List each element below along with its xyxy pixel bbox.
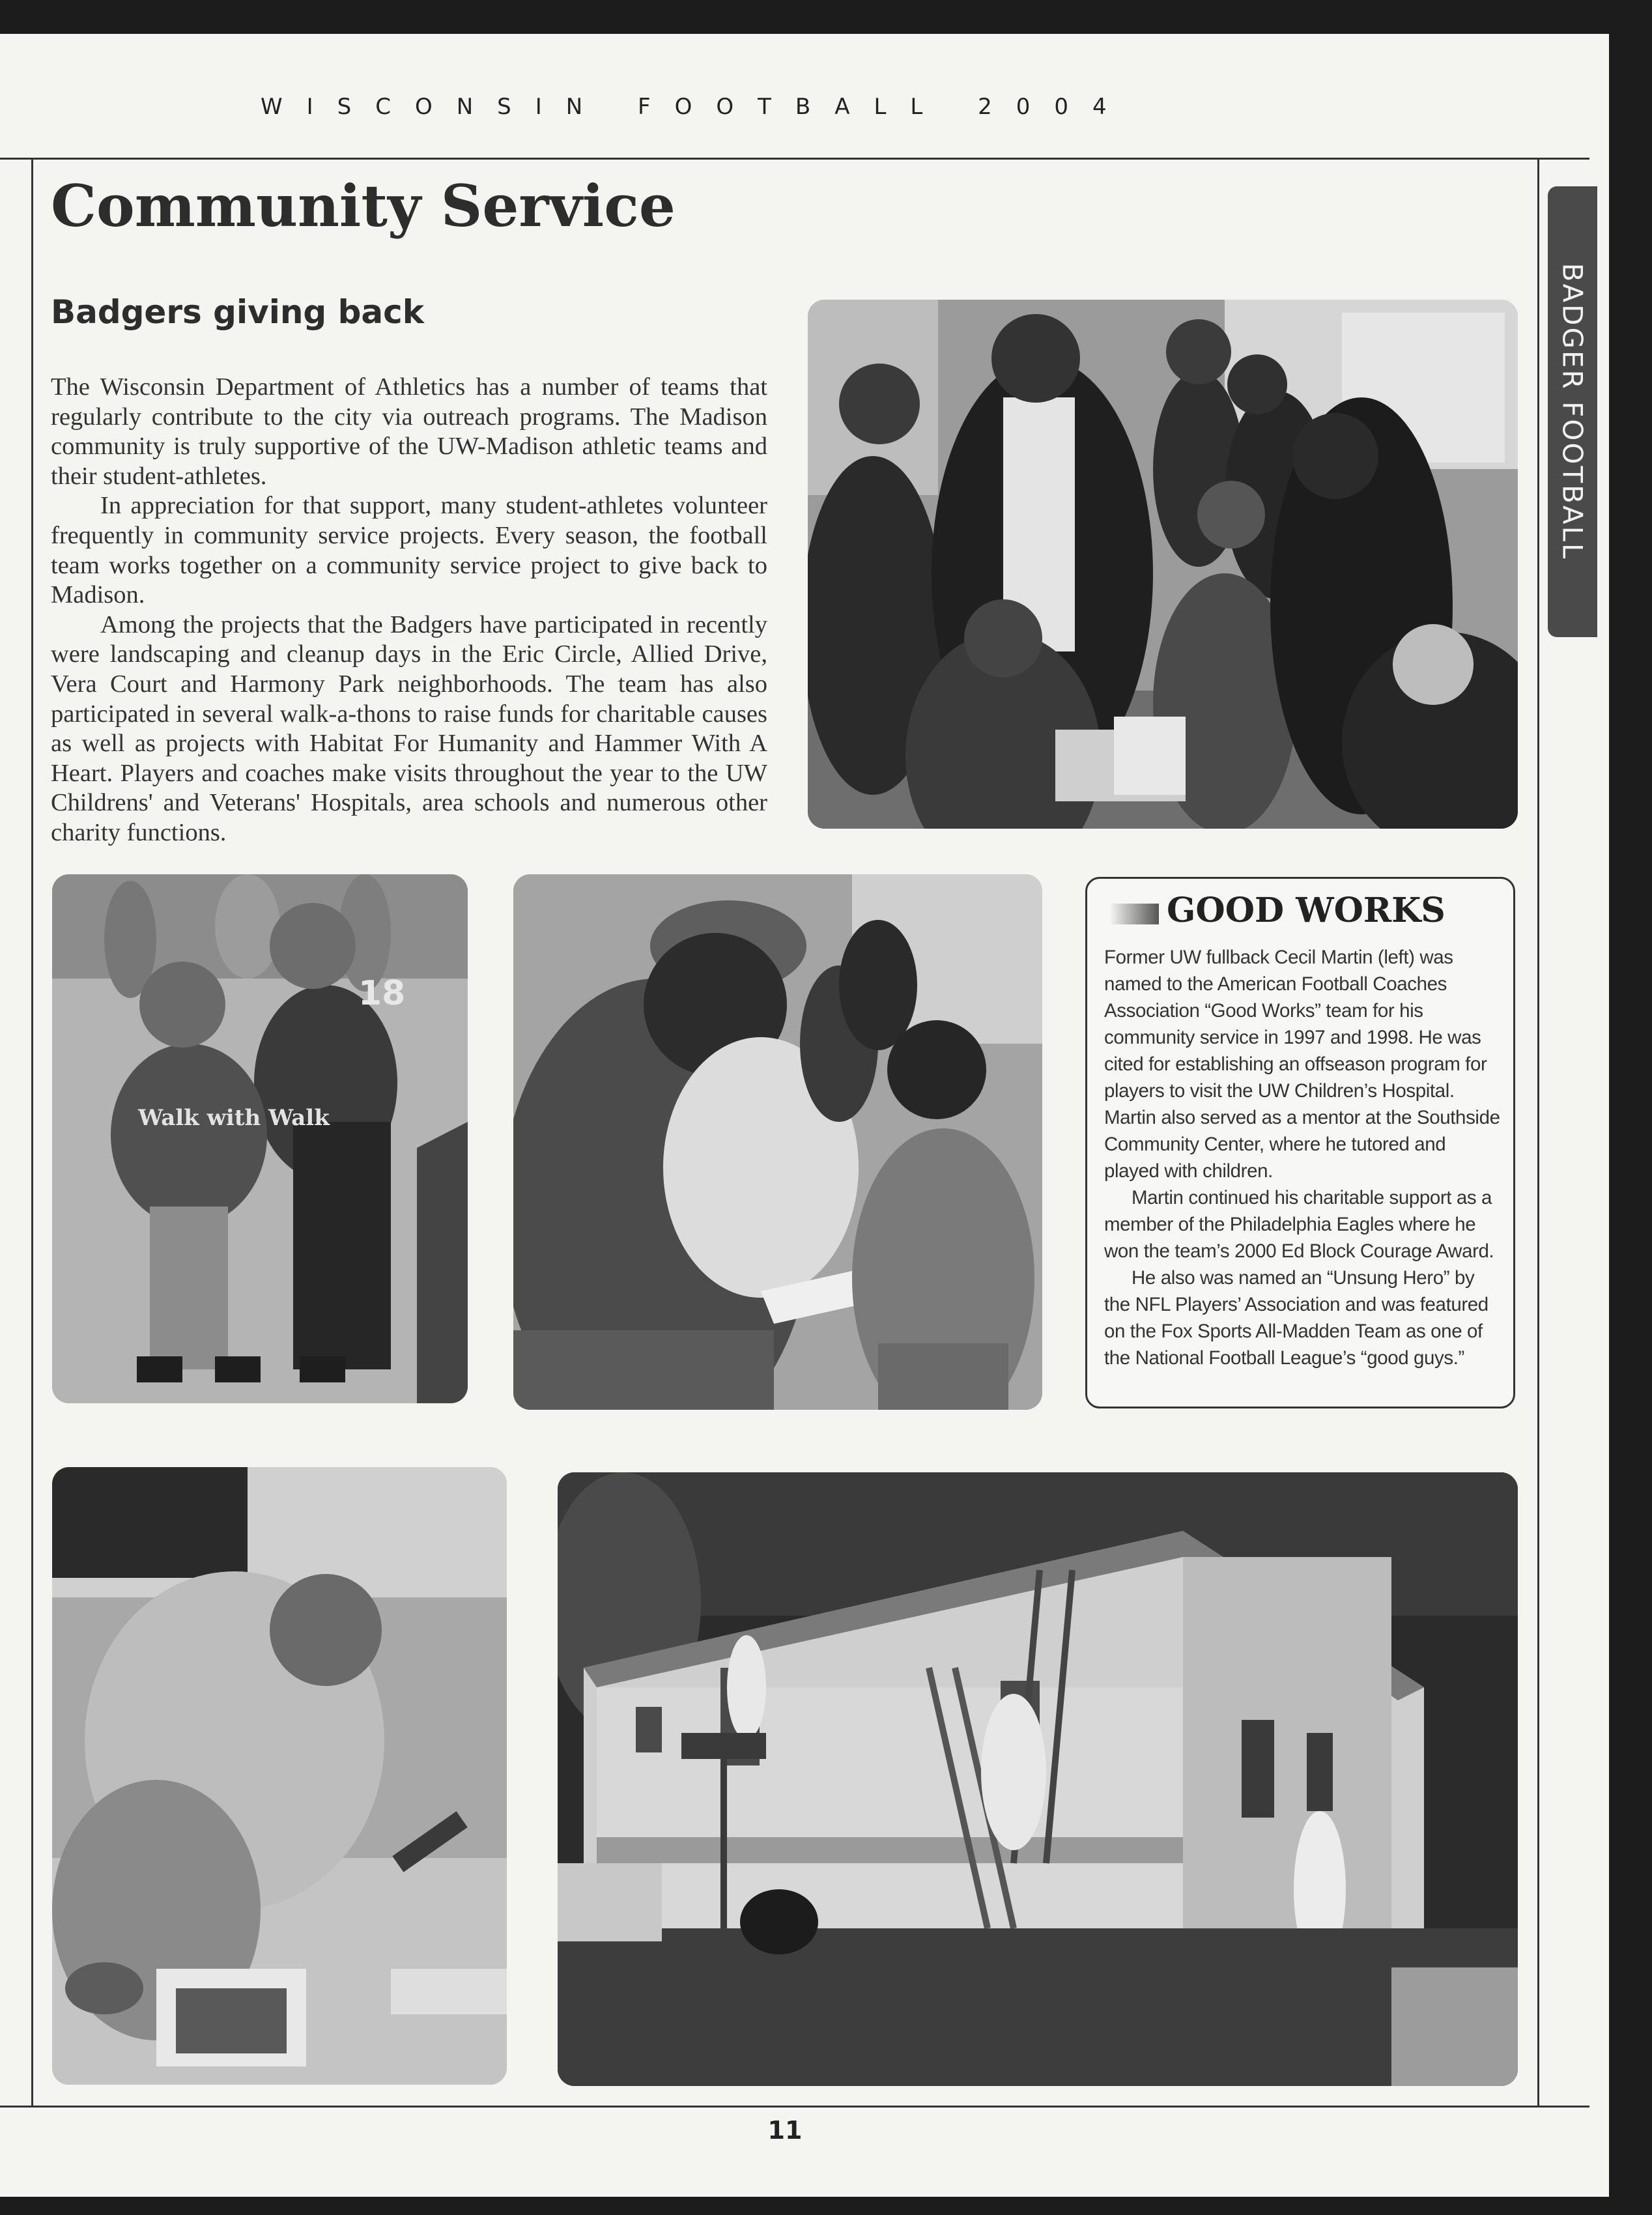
- article-paragraph: In appreciation for that support, many student-athletes volunteer frequently in community service projects. Every season, the football team works together on a community service project to give back to Madison.: [51, 492, 767, 609]
- jersey-number: 18: [358, 974, 406, 1013]
- right-rule: [1537, 158, 1539, 2106]
- article-paragraph: Among the projects that the Badgers have participated in recently were landscaping and cleanup days in the Eric Circle, Allied Drive, Vera Court and Harmony Park neighborhoods. The team has also participated in several walk-a-thons to raise funds for charitable causes as well as projects with Habitat For Humanity and Hammer With A Heart. Players and coaches make visits throughout the year to the UW Childrens' and Veterans' Hospitals, area schools and numerous other charity functions.: [51, 610, 767, 846]
- page-title: Community Service: [51, 172, 676, 240]
- photo-hammering: [52, 1467, 507, 2085]
- left-rule: [31, 158, 33, 2106]
- sidebar-gradient-bar: [1109, 904, 1159, 924]
- page-number: 11: [767, 2116, 803, 2145]
- photo-roller-skating: [52, 874, 468, 1403]
- section-heading: Badgers giving back: [51, 293, 425, 331]
- photo-player-with-girl: [513, 874, 1042, 1410]
- sidebar-paragraph: Martin continued his charitable support as a member of the Philadelphia Eagles where he won the team’s 2000 Ed Block Courage Award.: [1104, 1187, 1494, 1262]
- magazine-page: [0, 34, 1609, 2197]
- top-rule: [0, 158, 1589, 160]
- sidebar-body: [1104, 944, 1502, 1371]
- sidebar-paragraph: Former UW fullback Cecil Martin (left) was named to the American Football Coaches Association “Good Works” team for his community service in 1997 and 1998. He was cited for establishing an offseason program for players to visit the UW Children’s Hospital. Martin also served as a mentor at the Southside Community Center, where he tutored and played with children.: [1104, 947, 1500, 1182]
- sidebar-header: [1109, 891, 1500, 936]
- article-paragraph: The Wisconsin Department of Athletics has a number of teams that regularly contribute to the city via outreach programs. The Madison community is truly supportive of the UW-Madison athletic teams and their student-athletes.: [51, 373, 767, 490]
- photo-house-painting: [558, 1472, 1518, 2086]
- photo-hospital-visit: [808, 300, 1518, 829]
- good-works-sidebar: [1085, 877, 1515, 1408]
- bottom-rule: [0, 2106, 1589, 2108]
- article-body: [51, 373, 767, 848]
- sidebar-paragraph: He also was named an “Unsung Hero” by the NFL Players’ Association and was featured on the Fox Sports All-Madden Team as one of the National Football League’s “good guys.”: [1104, 1267, 1488, 1369]
- sidebar-title: GOOD WORKS: [1167, 891, 1445, 930]
- side-tab-label: BADGER FOOTBALL: [1556, 263, 1589, 561]
- running-head: WISCONSIN FOOTBALL 2004: [261, 94, 1131, 120]
- shirt-text: Walk with Walk: [138, 1105, 330, 1131]
